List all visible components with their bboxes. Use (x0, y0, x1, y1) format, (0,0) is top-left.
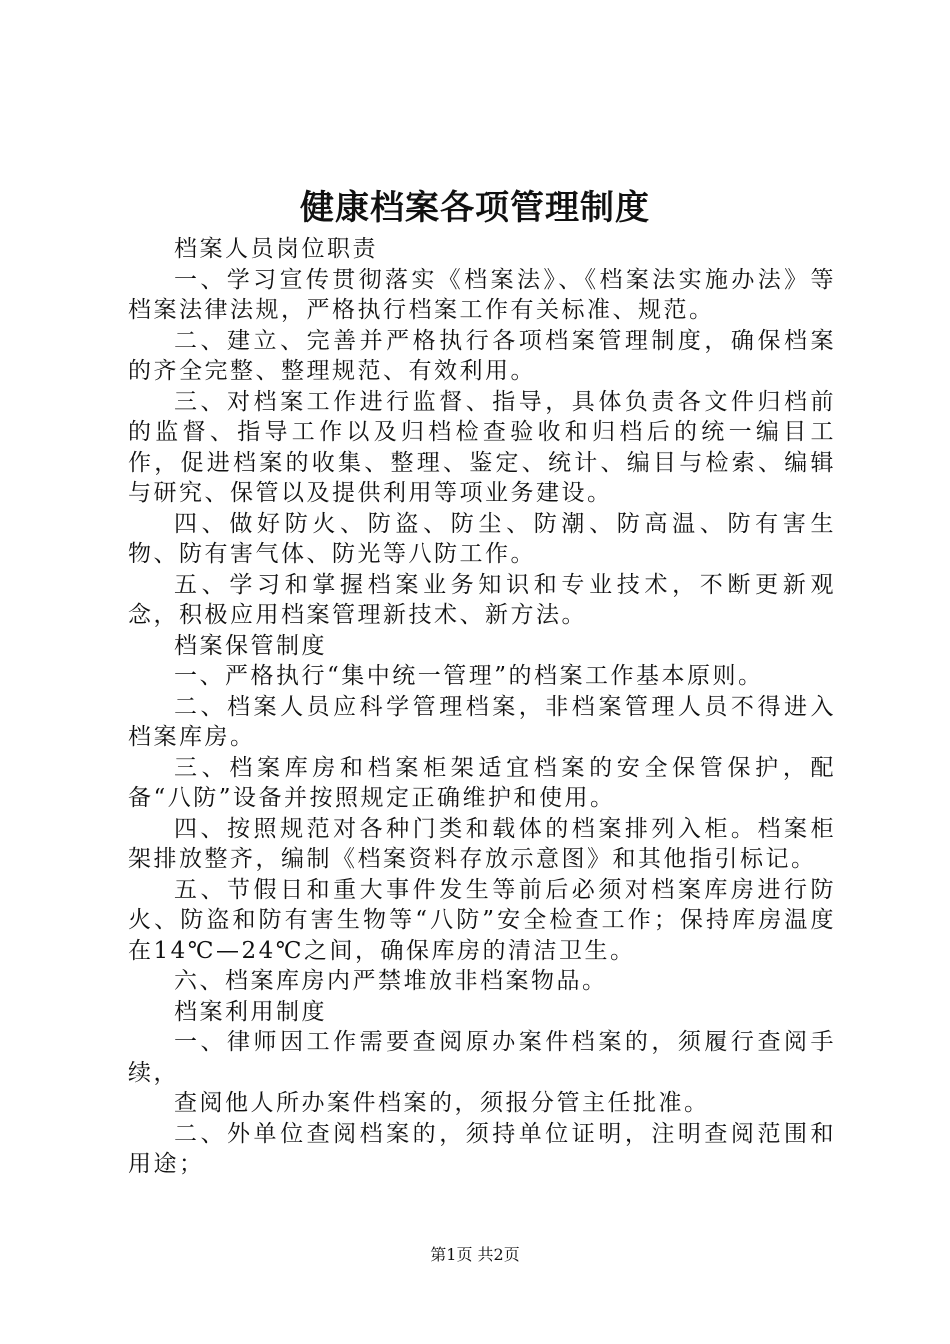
paragraph: 一、律师因工作需要查阅原办案件档案的，须履行查阅手续， (128, 1029, 836, 1086)
paragraph: 二、建立、完善并严格执行各项档案管理制度，确保档案的齐全完整、整理规范、有效利用。 (128, 327, 836, 384)
section-heading-storage-rules: 档案保管制度 (174, 632, 327, 659)
paragraph: 一、学习宣传贯彻落实《档案法》、《档案法实施办法》等档案法律法规，严格执行档案工作有关标准、规范。 (128, 266, 836, 323)
paragraph: 二、外单位查阅档案的，须持单位证明，注明查阅范围和用途； (128, 1120, 836, 1177)
paragraph: 三、档案库房和档案柜架适宜档案的安全保管保护，配备“八防”设备并按照规定正确维护和使用。 (128, 754, 836, 811)
paragraph: 四、做好防火、防盗、防尘、防潮、防高温、防有害生物、防有害气体、防光等八防工作。 (128, 510, 836, 567)
page-number-footer: 第1页 共2页 (430, 1245, 520, 1264)
paragraph: 查阅他人所办案件档案的，须报分管主任批准。 (174, 1090, 710, 1116)
section-heading-personnel-duties: 档案人员岗位职责 (174, 236, 378, 262)
paragraph: 六、档案库房内严禁堆放非档案物品。 (174, 968, 608, 994)
paragraph: 二、档案人员应科学管理档案，非档案管理人员不得进入档案库房。 (128, 693, 836, 750)
document-title: 健康档案各项管理制度 (300, 188, 650, 228)
document-body (128, 234, 836, 1180)
paragraph: 三、对档案工作进行监督、指导，具体负责各文件归档前的监督、指导工作以及归档检查验收和归档后的统一编目工作，促进档案的收集、整理、鉴定、统计、编目与检索、编辑与研究、保管以及提供利用等项业务建设。 (128, 388, 836, 506)
paragraph: 四、按照规范对各种门类和载体的档案排列入柜。档案柜架排放整齐，编制《档案资料存放示意图》和其他指引标记。 (128, 815, 836, 872)
paragraph: 五、节假日和重大事件发生等前后必须对档案库房进行防火、防盗和防有害生物等“八防”安全检查工作；保持库房温度在14℃—24℃之间，确保库房的清洁卫生。 (128, 876, 836, 964)
paragraph: 五、学习和掌握档案业务知识和专业技术，不断更新观念，积极应用档案管理新技术、新方法。 (128, 571, 836, 628)
section-heading-usage-rules: 档案利用制度 (174, 998, 327, 1025)
paragraph: 一、严格执行“集中统一管理”的档案工作基本原则。 (174, 663, 764, 689)
